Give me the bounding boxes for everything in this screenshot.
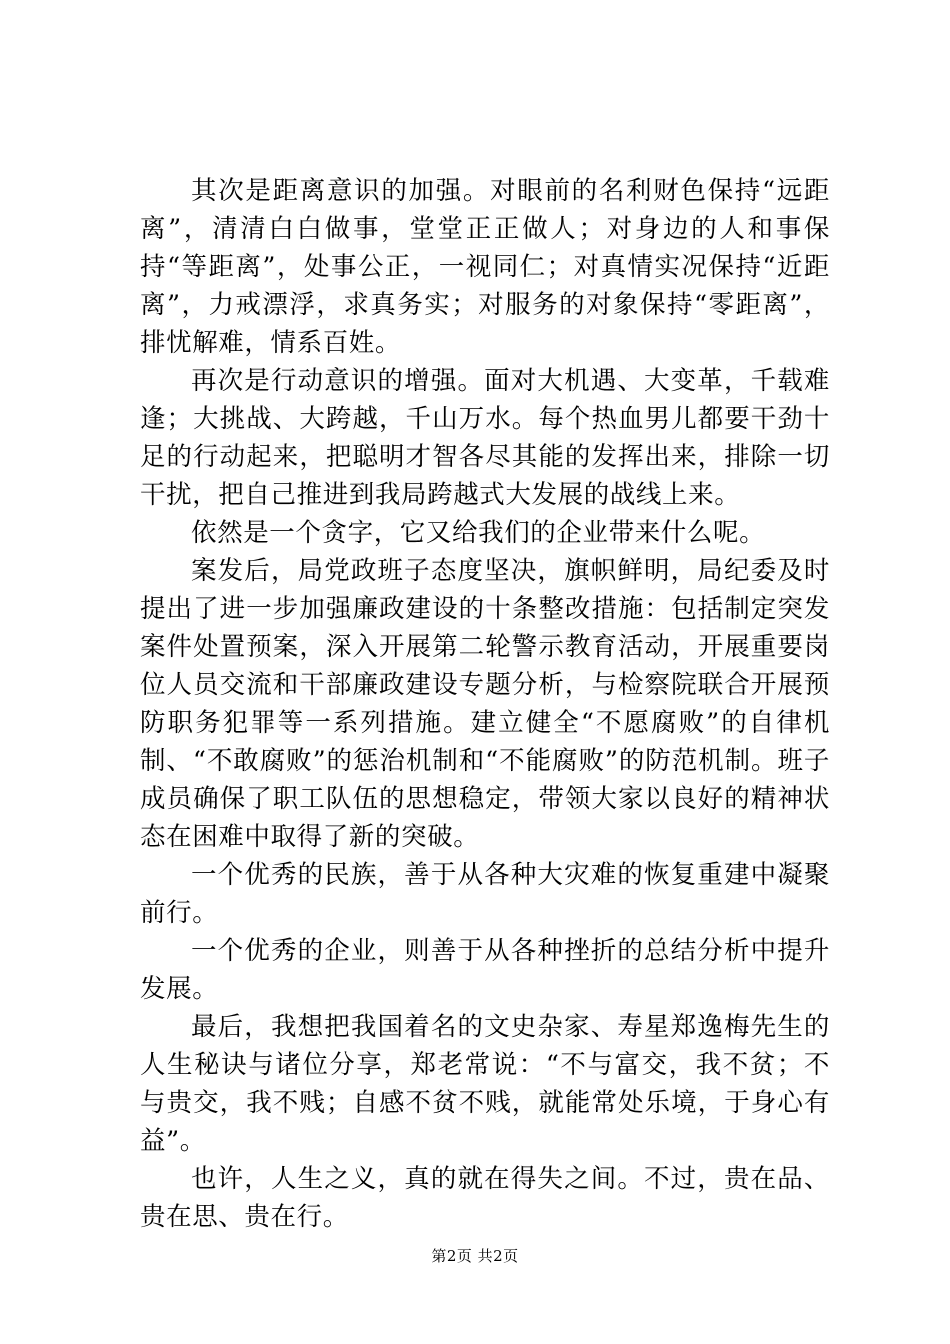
paragraph-action-awareness: 再次是行动意识的增强。面对大机遇、大变革，千载难逢；大挑战、大跨越，千山万水。每个热血男儿都要干劲十足的行动起来，把聪明才智各尽其能的发挥出来，排除一切干扰，把自己推进到我局跨越式大发展的战线上来。 [140,366,830,510]
paragraph-distance-awareness: 其次是距离意识的加强。对眼前的名利财色保持“远距离”，清清白白做事，堂堂正正做人；对身边的人和事保持“等距离”，处事公正，一视同仁；对真情实况保持“近距离”，力戒漂浮，求真务实；对服务的对象保持“零距离”，排忧解难，情系百姓。 [140,176,830,358]
paragraph-greed-question: 依然是一个贪字，它又给我们的企业带来什么呢。 [191,518,766,548]
paragraph-conclusion: 也许，人生之义，真的就在得失之间。不过，贵在品、贵在思、贵在行。 [140,1164,830,1232]
paragraph-rectification-measures: 案发后，局党政班子态度坚决，旗帜鲜明，局纪委及时提出了进一步加强廉政建设的十条整改措施：包括制定突发案件处置预案，深入开展第二轮警示教育活动，开展重要岗位人员交流和干部廉政建设专题分析，与检察院联合开展预防职务犯罪等一系列措施。建立健全“不愿腐败”的自律机制、“不敢腐败”的惩治机制和“不能腐败”的防范机制。班子成员确保了职工队伍的思想稳定，带领大家以良好的精神状态在困难中取得了新的突破。 [140,556,830,852]
document-body [140,172,830,1236]
paragraph-life-secret: 最后，我想把我国着名的文史杂家、寿星郑逸梅先生的人生秘诀与诸位分享，郑老常说：“不与富交，我不贫；不与贵交，我不贱；自感不贫不贱，就能常处乐境，于身心有益”。 [140,1012,830,1156]
paragraph-enterprise: 一个优秀的企业，则善于从各种挫折的总结分析中提升发展。 [140,936,830,1004]
page-footer: 第2页 共2页 [431,1247,519,1265]
paragraph-nation: 一个优秀的民族，善于从各种大灾难的恢复重建中凝聚前行。 [140,860,830,928]
